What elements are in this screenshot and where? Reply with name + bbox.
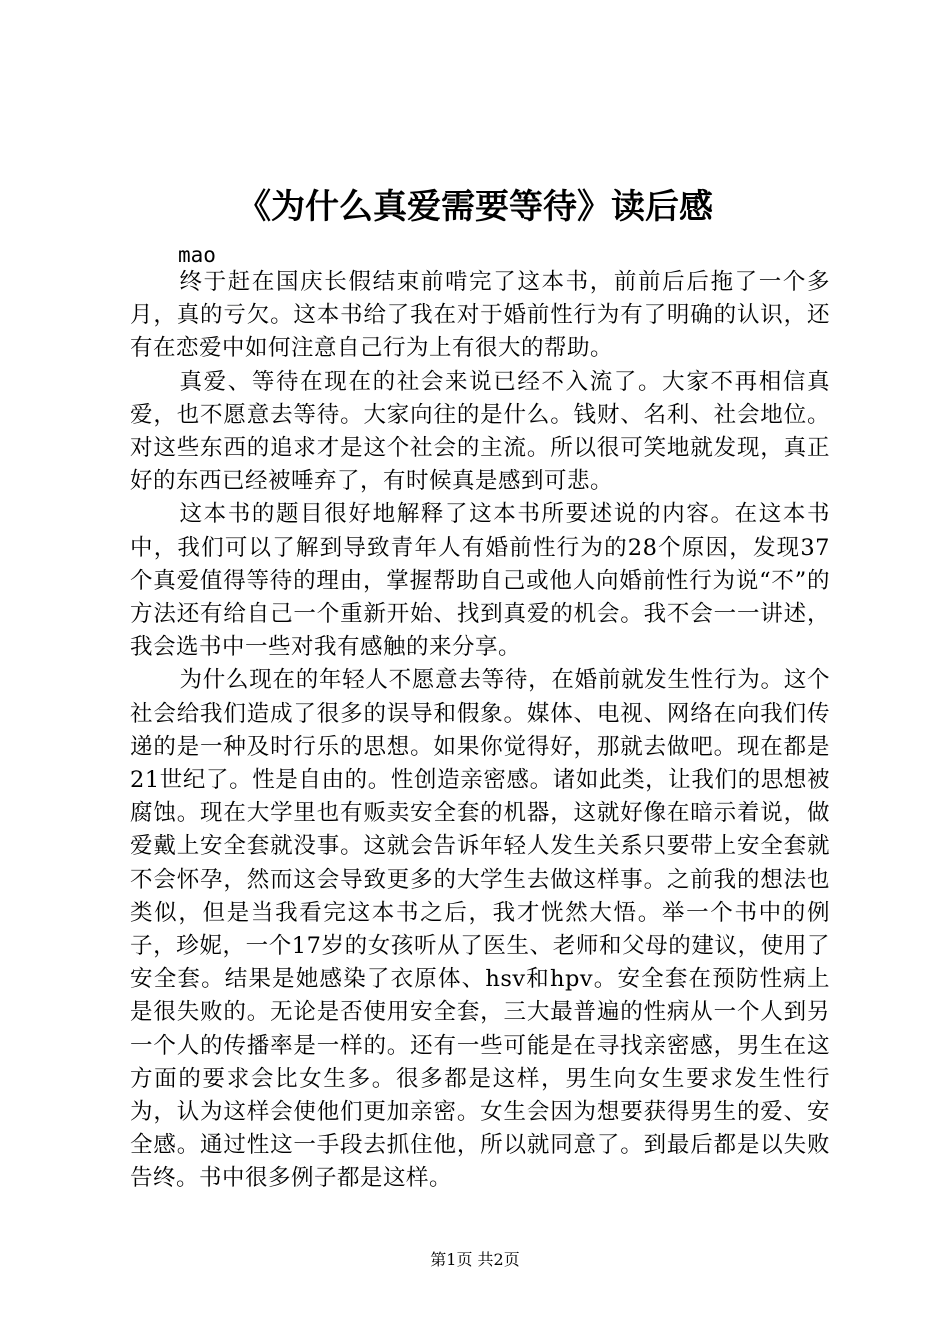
paragraph: 这本书的题目很好地解释了这本书所要述说的内容。在这本书中，我们可以了解到导致青年人有婚前性行为的28个原因，发现37个真爱值得等待的理由，掌握帮助自己或他人向婚前性行为说“不”的方法还有给自己一个重新开始、找到真爱的机会。我不会一一讲述，我会选书中一些对我有感触的来分享。 xyxy=(130,501,830,661)
author-name: mao xyxy=(178,243,216,267)
paragraph: 终于赶在国庆长假结束前啃完了这本书，前前后后拖了一个多月，真的亏欠。这本书给了我在对于婚前性行为有了明确的认识，还有在恋爱中如何注意自己行为上有很大的帮助。 xyxy=(130,269,830,362)
paragraph: 为什么现在的年轻人不愿意去等待，在婚前就发生性行为。这个社会给我们造成了很多的误导和假象。媒体、电视、网络在向我们传递的是一种及时行乐的思想。如果你觉得好，那就去做吧。现在都是21世纪了。性是自由的。性创造亲密感。诸如此类，让我们的思想被腐蚀。现在大学里也有贩卖安全套的机器，这就好像在暗示着说，做爱戴上安全套就没事。这就会告诉年轻人发生关系只要带上安全套就不会怀孕，然而这会导致更多的大学生去做这样事。之前我的想法也类似，但是当我看完这本书之后，我才恍然大悟。举一个书中的例子，珍妮，一个17岁的女孩听从了医生、老师和父母的建议，使用了安全套。结果是她感染了衣原体、hsv和hpv。安全套在预防性病上是很失败的。无论是否使用安全套，三大最普遍的性病从一个人到另一个人的传播率是一样的。还有一些可能是在寻找亲密感，男生在这方面的要求会比女生多。很多都是这样，男生向女生要求发生性行为，认为这样会使他们更加亲密。女生会因为想要获得男生的爱、安全感。通过性这一手段去抓住他，所以就同意了。到最后都是以失败告终。书中很多例子都是这样。 xyxy=(130,667,830,1192)
document-title: 《为什么真爱需要等待》读后感 xyxy=(237,187,713,227)
paragraph: 真爱、等待在现在的社会来说已经不入流了。大家不再相信真爱，也不愿意去等待。大家向往的是什么。钱财、名利、社会地位。对这些东西的追求才是这个社会的主流。所以很可笑地就发现，真正好的东西已经被唾弃了，有时候真是感到可悲。 xyxy=(130,368,830,495)
page-footer: 第1页 共2页 xyxy=(430,1250,520,1269)
document-body xyxy=(130,266,830,1196)
